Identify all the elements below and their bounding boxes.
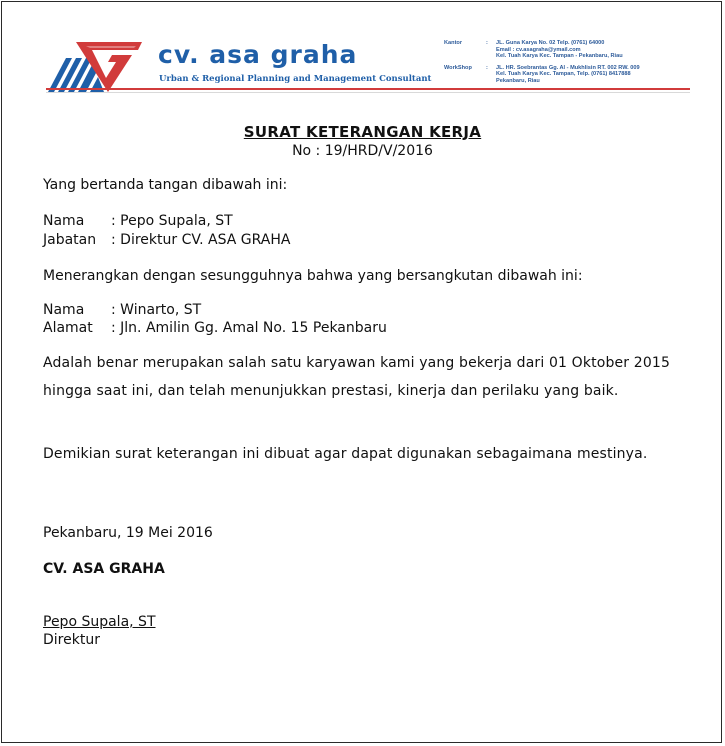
employee-address-label: Alamat (43, 320, 93, 336)
letter-title: SURAT KETERANGAN KERJA (243, 123, 482, 141)
intro-text: Yang bertanda tangan dibawah ini: (43, 177, 288, 193)
workshop-label: WorkShop (444, 64, 472, 71)
signer-position-row (43, 232, 290, 248)
letter-page (1, 1, 722, 743)
company-logo-icon (46, 40, 144, 94)
letterhead (46, 36, 690, 98)
signer-position-value: : Direktur CV. ASA GRAHA (111, 232, 291, 248)
office-email-line: Email : cv.asagraha@ymail.com (496, 46, 581, 53)
company-signoff: CV. ASA GRAHA (43, 561, 165, 577)
signer-position-label: Jabatan (43, 232, 97, 248)
signature-title: Direktur (43, 632, 100, 648)
workshop-contact: WorkShop : JL. HR. Soebrantas Gg. Al - Mukhlisin RT. 002 RW. 009 Kel. Tuah Karya Kec. Tampan, Telp. (0761) 8417888 Pekanbaru, Riau (444, 65, 690, 85)
signer-name-row (43, 213, 233, 229)
employee-address-value: : Jln. Amilin Gg. Amal No. 15 Pekanbaru (111, 320, 387, 336)
letterhead-divider (46, 88, 690, 90)
closing-paragraph: Demikian surat keterangan ini dibuat agar dapat digunakan sebagaimana mestinya. (43, 446, 648, 462)
statement-text: Menerangkan dengan sesungguhnya bahwa yang bersangkutan dibawah ini: (43, 268, 583, 284)
workshop-city-line: Pekanbaru, Riau (496, 77, 540, 84)
letter-number: No : 19/HRD/V/2016 (292, 143, 433, 159)
body-paragraph: Adalah benar merupakan salah satu karyawan kami yang bekerja dari 01 Oktober 2015 hingga saat ini, dan telah menunjukkan prestasi, kinerja dan perilaku yang baik. (43, 355, 671, 399)
workshop-phone-line: Kel. Tuah Karya Kec. Tampan, Telp. (0761) 8417888 (496, 71, 631, 78)
office-address-line: JL. Guna Karya No. 02 Telp. (0761) 64000 (496, 40, 605, 46)
company-name: cv. asa graha (158, 40, 358, 69)
signature-name: Pepo Supala, ST (43, 614, 156, 630)
office-area-line: Kel. Tuah Karya Kec. Tampan - Pekanbaru, Riau (496, 53, 623, 60)
employee-name-label: Nama (43, 302, 85, 318)
place-date: Pekanbaru, 19 Mei 2016 (43, 525, 213, 541)
employee-address-row (43, 320, 387, 336)
workshop-address-line: JL. HR. Soebrantas Gg. Al - Mukhlisin RT. 002 RW. 009 (496, 64, 640, 71)
employee-name-row (43, 302, 201, 318)
signer-name-label: Nama (43, 213, 85, 229)
office-contact: Kantor : JL. Guna Karya No. 02 Telp. (0761) 64000 Email : cv.asagraha@ymail.com Kel. Tuah Karya Kec. Tampan - Pekanbaru, Riau (444, 40, 690, 60)
office-label: Kantor (444, 40, 463, 46)
contact-block (444, 40, 690, 85)
employee-name-value: : Winarto, ST (111, 302, 202, 318)
letterhead-divider-shadow (46, 92, 690, 93)
signer-name-value: : Pepo Supala, ST (111, 213, 233, 229)
company-tagline: Urban & Regional Planning and Management Consultant (159, 74, 432, 84)
